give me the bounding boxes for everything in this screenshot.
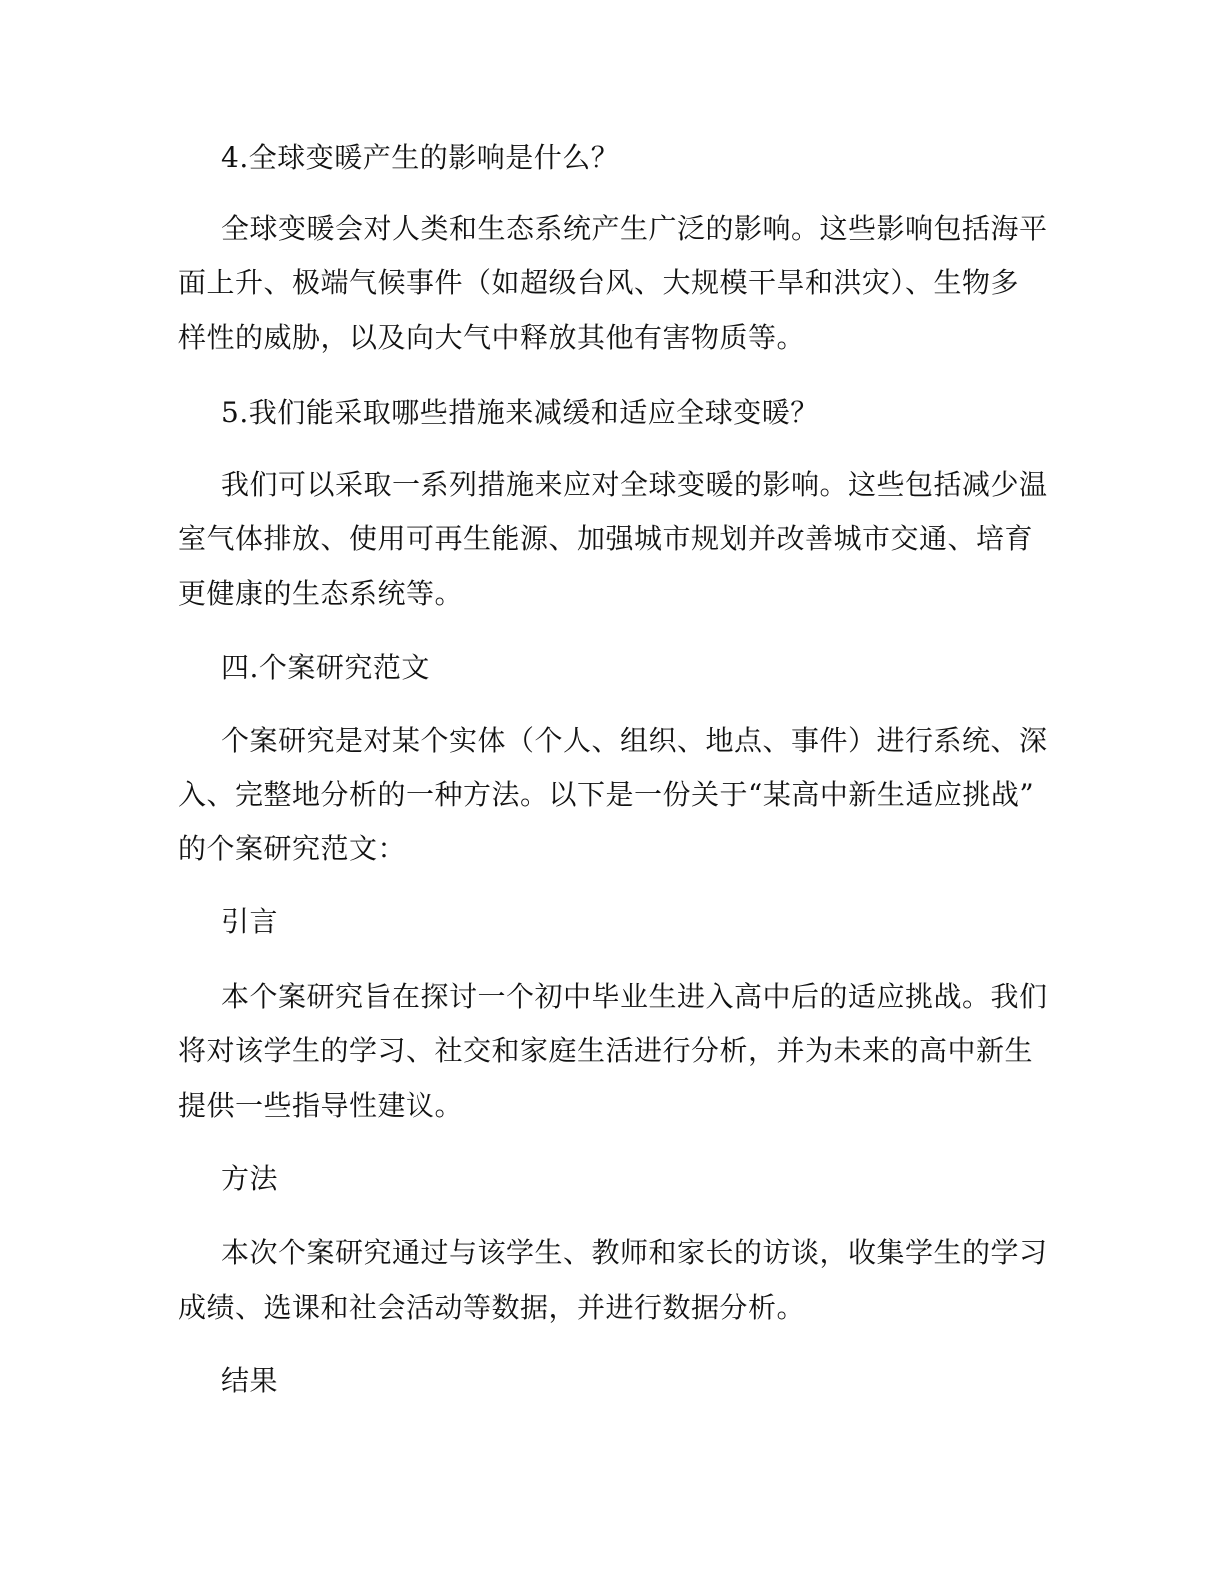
question-5-heading: 5.我们能采取哪些措施来减缓和适应全球变暖？ bbox=[221, 396, 819, 429]
section-4-intro-line-1: 个案研究是对某个实体（个人、组织、地点、事件）进行系统、深 bbox=[221, 724, 1048, 757]
method-text-line-1: 本次个案研究通过与该学生、教师和家长的访谈，收集学生的学习 bbox=[221, 1236, 1048, 1269]
result-heading: 结果 bbox=[221, 1364, 279, 1397]
method-heading: 方法 bbox=[221, 1162, 279, 1195]
question-5-answer-line-1: 我们可以采取一系列措施来应对全球变暖的影响。这些包括减少温 bbox=[221, 468, 1048, 501]
question-4-heading: 4.全球变暖产生的影响是什么？ bbox=[221, 141, 620, 174]
intro-heading: 引言 bbox=[221, 905, 279, 938]
section-4-heading: 四.个案研究范文 bbox=[221, 651, 430, 684]
intro-text-line-2: 将对该学生的学习、社交和家庭生活进行分析，并为未来的高中新生 bbox=[178, 1034, 1034, 1067]
section-4-intro-line-3: 的个案研究范文： bbox=[178, 832, 407, 865]
method-text-line-2: 成绩、选课和社会活动等数据，并进行数据分析。 bbox=[178, 1291, 806, 1324]
question-4-answer-line-2: 面上升、极端气候事件（如超级台风、大规模干旱和洪灾）、生物多 bbox=[178, 266, 1020, 299]
question-4-answer-line-1: 全球变暖会对人类和生态系统产生广泛的影响。这些影响包括海平 bbox=[221, 212, 1048, 245]
intro-text-line-3: 提供一些指导性建议。 bbox=[178, 1089, 464, 1122]
intro-text-line-1: 本个案研究旨在探讨一个初中毕业生进入高中后的适应挑战。我们 bbox=[221, 980, 1048, 1013]
question-4-answer-line-3: 样性的威胁，以及向大气中释放其他有害物质等。 bbox=[178, 321, 806, 354]
question-5-answer-line-3: 更健康的生态系统等。 bbox=[178, 577, 464, 610]
section-4-intro-line-2: 入、完整地分析的一种方法。以下是一份关于“某高中新生适应挑战” bbox=[178, 778, 1035, 811]
question-5-answer-line-2: 室气体排放、使用可再生能源、加强城市规划并改善城市交通、培育 bbox=[178, 522, 1034, 555]
